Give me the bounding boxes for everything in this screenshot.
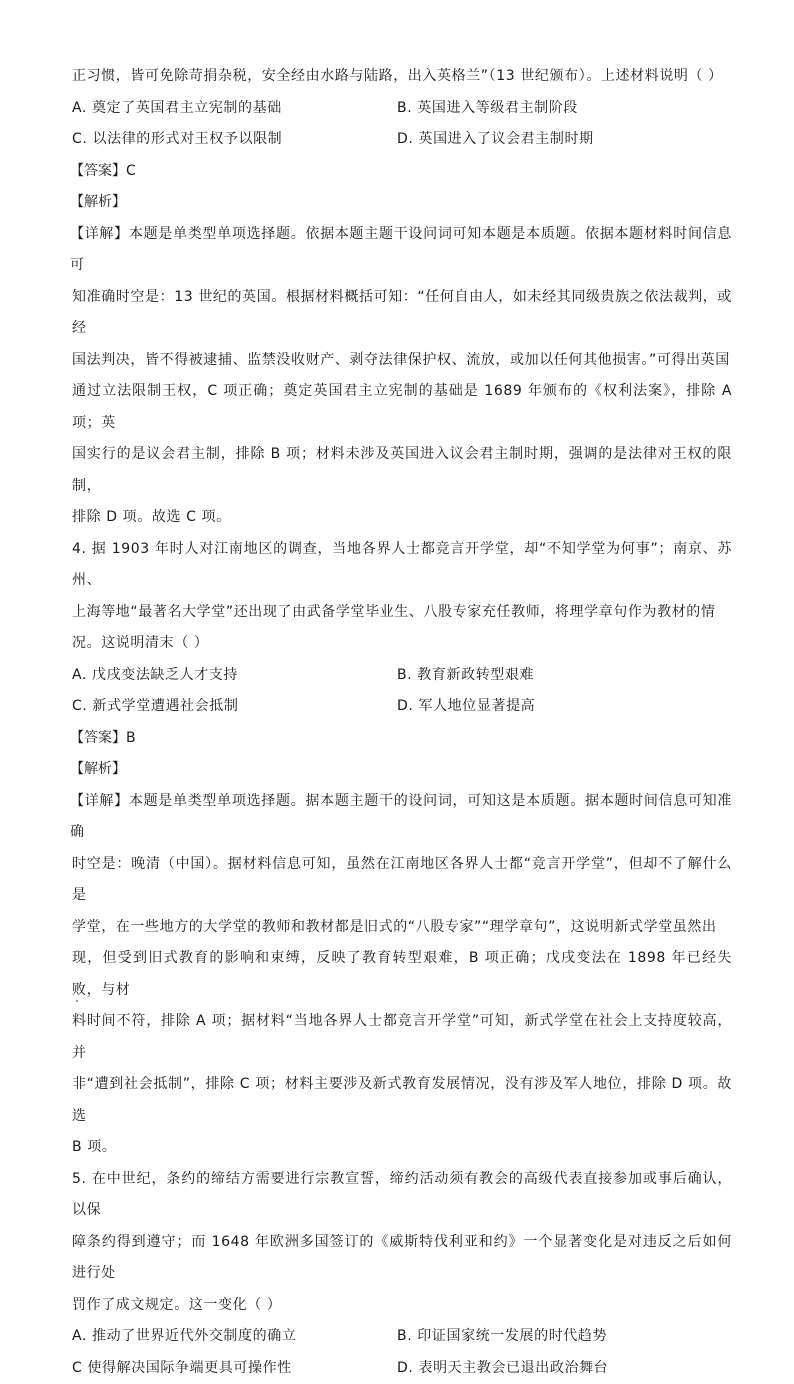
q4-stem-line: 况。这说明清末（ ） [72,628,732,660]
q4-answer: 【答案】B [72,723,732,755]
q3-detail-line: 通过立法限制王权，C 项正确；奠定英国君主立宪制的基础是 1689 年颁布的《权利法案》，排除 A 项；英 [72,376,732,439]
q4-detail-line: 时空是：晚清（中国）。据材料信息可知，虽然在江南地区各界人士都“竞言开学堂”，但却不了解什么是 [72,849,732,912]
q4-option-a: A. 戊戌变法缺乏人才支持 [72,660,397,692]
q4-option-d: D. 军人地位显著提高 [397,691,732,723]
q3-options-row-1 [72,93,732,125]
document-page [72,61,732,1384]
q4-stem [72,534,732,660]
q4-options-row-1 [72,660,732,692]
q5-option-c: C 使得解决国际争端更具可操作性 [72,1353,397,1384]
q4-detail-line: B 项。 [72,1132,732,1164]
q4-stem-line: 上海等地“最著名大学堂”还出现了由武备学堂毕业生、八股专家充任教师，将理学章句作为教材的情 [72,597,732,629]
q3-detail-line: 国实行的是议会君主制，排除 B 项；材料未涉及英国进入议会君主制时期，强调的是法律对王权的限制， [72,439,732,502]
q3-option-a: A. 奠定了英国君主立宪制的基础 [72,93,397,125]
q5-stem-line: 障条约得到遵守；而 1648 年欧洲多国签订的《威斯特伐利亚和约》一个显著变化是对违反之后如何进行处 [72,1227,732,1290]
q5-option-a: A. 推动了世界近代外交制度的确立 [72,1321,397,1353]
q5-option-d: D. 表明天主教会已退出政治舞台 [397,1353,732,1384]
q3-detail-line: 排除 D 项。故选 C 项。 [72,502,732,534]
q4-detail-line: 料时间不符，排除 A 项；据材料“当地各界人士都竞言开学堂”可知，新式学堂在社会上支持度较高，并 [72,1006,732,1069]
q3-option-b: B. 英国进入等级君主制阶段 [397,93,732,125]
q3-answer: 【答案】C [72,156,732,188]
q4-option-b: B. 教育新政转型艰难 [397,660,732,692]
q3-options-row-2 [72,124,732,156]
q3-detail-line: 知准确时空是：13 世纪的英国。根据材料概括可知：“任何自由人，如未经其同级贵族之依法裁判，或经 [72,282,732,345]
q5-option-b: B. 印证国家统一发展的时代趋势 [397,1321,732,1353]
q4-option-c: C. 新式学堂遭遇社会抵制 [72,691,397,723]
q3-option-c: C. 以法律的形式对王权予以限制 [72,124,397,156]
q4-analysis-label: 【解析】 [72,754,732,786]
q3-detail-line: 国法判决，皆不得被逮捕、监禁没收财产、剥夺法律保护权、流放，或加以任何其他损害。”可得出英国 [72,345,732,377]
q4-detail-line: 现，但受到旧式教育的影响和束缚，反映了教育转型艰难，B 项正确；戊戌变法在 1898 年已经失败，与材 [72,943,732,1006]
q5-stem-line: 5. 在中世纪，条约的缔结方需要进行宗教宣誓，缔约活动须有教会的高级代表直接参加或事后确认，以保 [72,1164,732,1227]
q5-options-row-1 [72,1321,732,1353]
q5-stem [72,1164,732,1322]
q4-stem-line: 4. 据 1903 年时人对江南地区的调查，当地各界人士都竞言开学堂，却“不知学堂为何事”；南京、苏州、 [72,534,732,597]
stray-mark [76,1000,78,1002]
q3-detail-line: 【详解】本题是单类型单项选择题。依据本题主题干设问词可知本题是本质题。依据本题材料时间信息可 [70,219,732,282]
q4-detail [72,786,732,1164]
q3-stem: 正习惯，皆可免除苛捐杂税，安全经由水路与陆路，出入英格兰”（13 世纪颁布）。上述材料说明（ ） [72,61,732,93]
q3-option-d: D. 英国进入了议会君主制时期 [397,124,732,156]
q3-analysis-label: 【解析】 [72,187,732,219]
q5-options-row-2 [72,1353,732,1384]
q4-detail-line: 非“遭到社会抵制”，排除 C 项；材料主要涉及新式教育发展情况，没有涉及军人地位，排除 D 项。故选 [72,1069,732,1132]
q4-detail-line: 【详解】本题是单类型单项选择题。据本题主题干的设问词，可知这是本质题。据本题时间信息可知准确 [70,786,732,849]
q4-detail-line: 学堂，在一些地方的大学堂的教师和教材都是旧式的“八股专家”“理学章句”，这说明新式学堂虽然出 [72,912,732,944]
q3-detail [72,219,732,534]
q5-stem-line: 罚作了成文规定。这一变化（ ） [72,1290,732,1322]
q4-options-row-2 [72,691,732,723]
